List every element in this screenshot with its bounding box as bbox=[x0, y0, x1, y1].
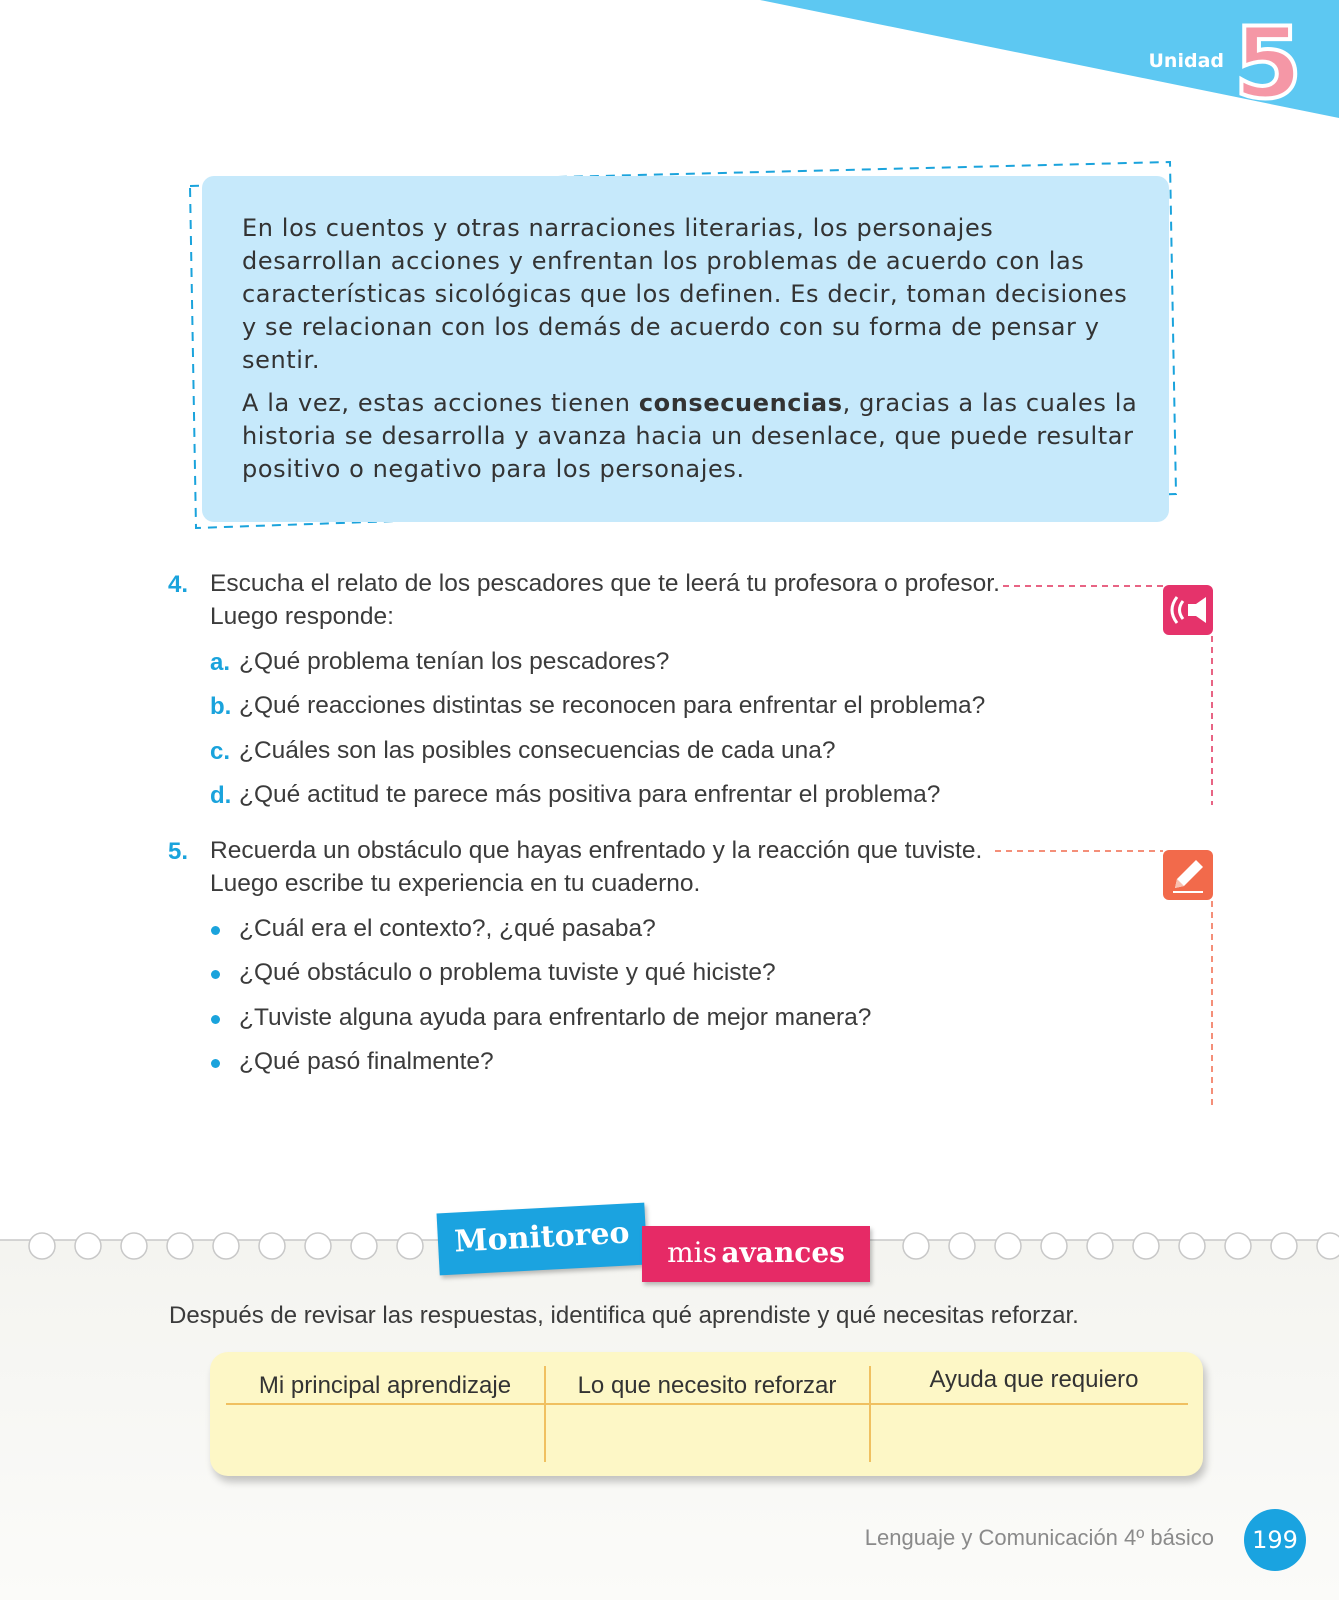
info-paragraph-2-start: A la vez, estas acciones tienen bbox=[242, 389, 639, 417]
scallop-ring bbox=[1041, 1233, 1067, 1259]
listen-icon bbox=[1163, 585, 1213, 635]
exercise-4-line-1: Escucha el relato de los pescadores que te leerá tu profesora o profesor. bbox=[210, 570, 1000, 597]
exercise-4-instruction bbox=[210, 567, 1010, 633]
scallop-ring bbox=[213, 1233, 239, 1259]
exercise-4-item-d-letter: d. bbox=[210, 782, 232, 809]
exercise-4-item-d: ¿Qué actitud te parece más positiva para enfrentar el problema? bbox=[239, 781, 941, 808]
exercise-5-number: 5. bbox=[168, 838, 189, 865]
exercise-4-item-b-letter: b. bbox=[210, 693, 232, 720]
scallop-ring bbox=[75, 1233, 101, 1259]
avances-label: avances bbox=[721, 1236, 845, 1269]
exercise-5-bullet-1: ¿Cuál era el contexto?, ¿qué pasaba? bbox=[239, 915, 656, 942]
scallop-ring bbox=[949, 1233, 975, 1259]
exercise-5-line-1: Recuerda un obstáculo que hayas enfrentado y la reacción que tuviste. bbox=[210, 837, 983, 864]
exercise-5-bullet-4: ¿Qué pasó finalmente? bbox=[239, 1048, 494, 1075]
scallop-ring bbox=[121, 1233, 147, 1259]
unit-header-band bbox=[0, 0, 1339, 140]
bullet-dot bbox=[211, 970, 220, 979]
scallop-ring bbox=[903, 1233, 929, 1259]
scallop-ring bbox=[259, 1233, 285, 1259]
table-column-divider bbox=[544, 1366, 546, 1462]
column-header-reinforce: Lo que necesito reforzar bbox=[577, 1372, 837, 1399]
monitoreo-instruction: Después de revisar las respuestas, identifica qué aprendiste y qué necesitas reforzar. bbox=[169, 1302, 1079, 1329]
scallop-ring bbox=[167, 1233, 193, 1259]
unit-number: 5 bbox=[1233, 7, 1303, 121]
mis-label: mis bbox=[667, 1236, 717, 1269]
table-header-divider bbox=[226, 1403, 1188, 1405]
exercise-4-line-2: Luego responde: bbox=[210, 603, 394, 630]
info-paragraph-2-end: , gracias a las cuales la historia se desarrolla y avanza hacia un desenlace, que puede resultar positivo o negativo para los personajes. bbox=[242, 389, 1138, 483]
scallop-ring bbox=[305, 1233, 331, 1259]
table-column-divider bbox=[869, 1366, 871, 1462]
exercise-5-bullet-2: ¿Qué obstáculo o problema tuviste y qué hiciste? bbox=[239, 959, 776, 986]
exercise-5-bullet-3: ¿Tuviste alguna ayuda para enfrentarlo de mejor manera? bbox=[239, 1004, 872, 1031]
scallop-ring bbox=[1271, 1233, 1297, 1259]
scallop-ring bbox=[1225, 1233, 1251, 1259]
monitoreo-title: Monitoreo bbox=[453, 1215, 631, 1260]
exercise-4-item-b: ¿Qué reacciones distintas se reconocen para enfrentar el problema? bbox=[239, 692, 986, 719]
info-box-text bbox=[242, 212, 1142, 496]
scallop-ring bbox=[1179, 1233, 1205, 1259]
unit-label: Unidad bbox=[1148, 50, 1224, 72]
bullet-dot bbox=[211, 1059, 220, 1068]
info-keyword: consecuencias bbox=[638, 389, 843, 417]
info-paragraph-2 bbox=[242, 387, 1142, 486]
page-number: 199 bbox=[1252, 1526, 1298, 1554]
scallop-ring bbox=[351, 1233, 377, 1259]
exercise-4-item-c-letter: c. bbox=[210, 738, 231, 765]
exercise-4-item-a-letter: a. bbox=[210, 649, 231, 676]
exercise-4-item-a: ¿Qué problema tenían los pescadores? bbox=[239, 648, 670, 675]
monitoreo-title-tag bbox=[437, 1203, 648, 1276]
exercise-5-line-2: Luego escribe tu experiencia en tu cuaderno. bbox=[210, 870, 701, 897]
exercise-4-number: 4. bbox=[168, 571, 189, 598]
bullet-dot bbox=[211, 926, 220, 935]
scallop-ring bbox=[995, 1233, 1021, 1259]
book-title: Lenguaje y Comunicación 4º básico bbox=[864, 1525, 1214, 1550]
mis-avances-tag bbox=[642, 1226, 870, 1282]
bullet-dot bbox=[211, 1015, 220, 1024]
exercise-5-instruction bbox=[210, 834, 1010, 900]
scallop-ring bbox=[29, 1233, 55, 1259]
info-paragraph-1: En los cuentos y otras narraciones literarias, los personajes desarrollan acciones y enfrentan los problemas de acuerdo con las características sicológicas que los definen. Es decir, toman decisiones y se relacionan con los demás de acuerdo con su forma de pensar y sentir. bbox=[242, 214, 1128, 374]
exercise-4-item-c: ¿Cuáles son las posibles consecuencias de cada una? bbox=[239, 737, 836, 764]
scallop-ring bbox=[397, 1233, 423, 1259]
column-header-learning: Mi principal aprendizaje bbox=[258, 1372, 512, 1399]
scallop-ring bbox=[1317, 1233, 1339, 1259]
column-header-help: Ayuda que requiero bbox=[929, 1366, 1139, 1393]
scallop-ring bbox=[1133, 1233, 1159, 1259]
scallop-ring bbox=[1087, 1233, 1113, 1259]
pencil-icon bbox=[1163, 850, 1213, 900]
page-number-badge bbox=[1244, 1509, 1306, 1571]
